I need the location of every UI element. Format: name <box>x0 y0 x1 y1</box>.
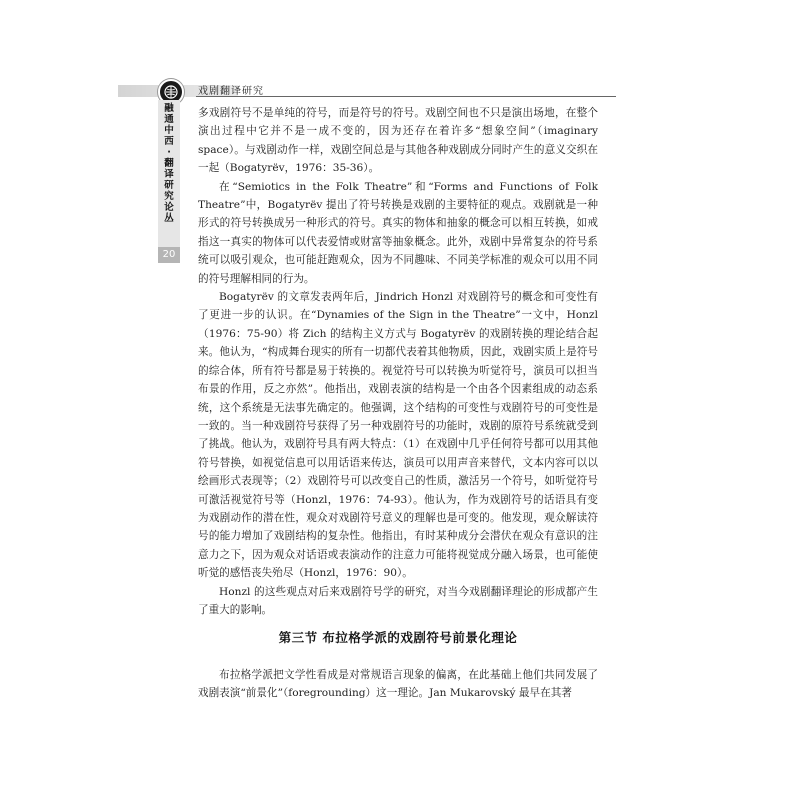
paragraph: Bogatyrëv 的文章发表两年后，Jindrich Honzl 对戏剧符号的概念和可变性有了更进一步的认识。在“Dynamies of the Sign in the Theatre”一文中，Honzl（1976：75-90）将 Zich 的结构主义方式与 Bogatyrëv 的戏剧转换的理论结合起来。他认为，“构成舞台现实的所有一切都代表着其他物质，因此，戏剧实质上是符号的综合体，所有符号都是易于转换的。视觉符号可以转换为听觉符号，演员可以担当布景的作用，反之亦然”。他指出，戏剧表演的结构是一个由各个因素组成的动态系统，这个系统是无法事先确定的。他强调，这个结构的可变性与戏剧符号的可变性是一致的。当一种戏剧符号获得了另一种戏剧符号的功能时，戏剧的原符号系统就受到了挑战。他认为，戏剧符号具有两大特点：（1）在戏剧中几乎任何符号都可以用其他符号替换，如视觉信息可以用话语来传达，演员可以用声音来替代，文本内容可以以绘画形式表现等；（2）戏剧符号可以改变自己的性质，激活另一个符号，如听觉符号可激活视觉符号等（Honzl，1976：74-93）。他认为，作为戏剧符号的话语具有变为戏剧动作的潜在性，观众对戏剧符号意义的理解也是可变的。他发现，观众解读符号的能力增加了戏剧结构的复杂性。他指出，有时某种成分会潜伏在观众有意识的注意力之下，因为观众对话语或表演动作的注意力可能将视觉成分融入场景，也可能使听觉的感悟丧失殆尽（Honzl，1976：90）。 <box>198 291 598 580</box>
page-number: 20 <box>158 247 180 263</box>
series-title: 融通中西·翻译研究论丛 <box>164 103 174 224</box>
section-body-text <box>198 666 598 703</box>
paragraph: 多戏剧符号不是单纯的符号，而是符号的符号。戏剧空间也不只是演出场地，在整个演出过程中它并不是一成不变的，因为还存在着许多“想象空间”（imaginary space）。与戏剧动作一样，戏剧空间总是与其他各种戏剧成分同时产生的意义交织在一起（Bogatyrëv，1976：35-36）。 <box>198 107 598 175</box>
section-heading: 第三节 布拉格学派的戏剧符号前景化理论 <box>278 630 518 645</box>
header-rule <box>196 96 616 97</box>
paragraph: Honzl 的这些观点对后来戏剧符号学的研究，对当今戏剧翻译理论的形成都产生了重大的影响。 <box>198 585 598 616</box>
body-text <box>198 104 598 619</box>
paragraph: 布拉格学派把文学性看成是对常规语言现象的偏离，在此基础上他们共同发展了戏剧表演“前景化”（foregrounding）这一理论。Jan Mukarovský 最早在其著 <box>198 669 598 700</box>
paragraph: 在“Semiotics in the Folk Theatre”和“Forms and Functions of Folk Theatre”中，Bogatyrëv 提出了符号转换是戏剧的主要特征的观点。戏剧就是一种形式的符号转换成另一种形式的符号。真实的物体和抽象的概念可以相互转换，如戒指这一真实的物体可以代表爱情或财富等抽象概念。此外，戏剧中异常复杂的符号系统可以吸引观众，也可能赶跑观众，因为不同趣味、不同美学标准的观众可以用不同的符号理解相同的行为。 <box>198 180 598 285</box>
running-head: 戏剧翻译研究 <box>198 86 264 97</box>
